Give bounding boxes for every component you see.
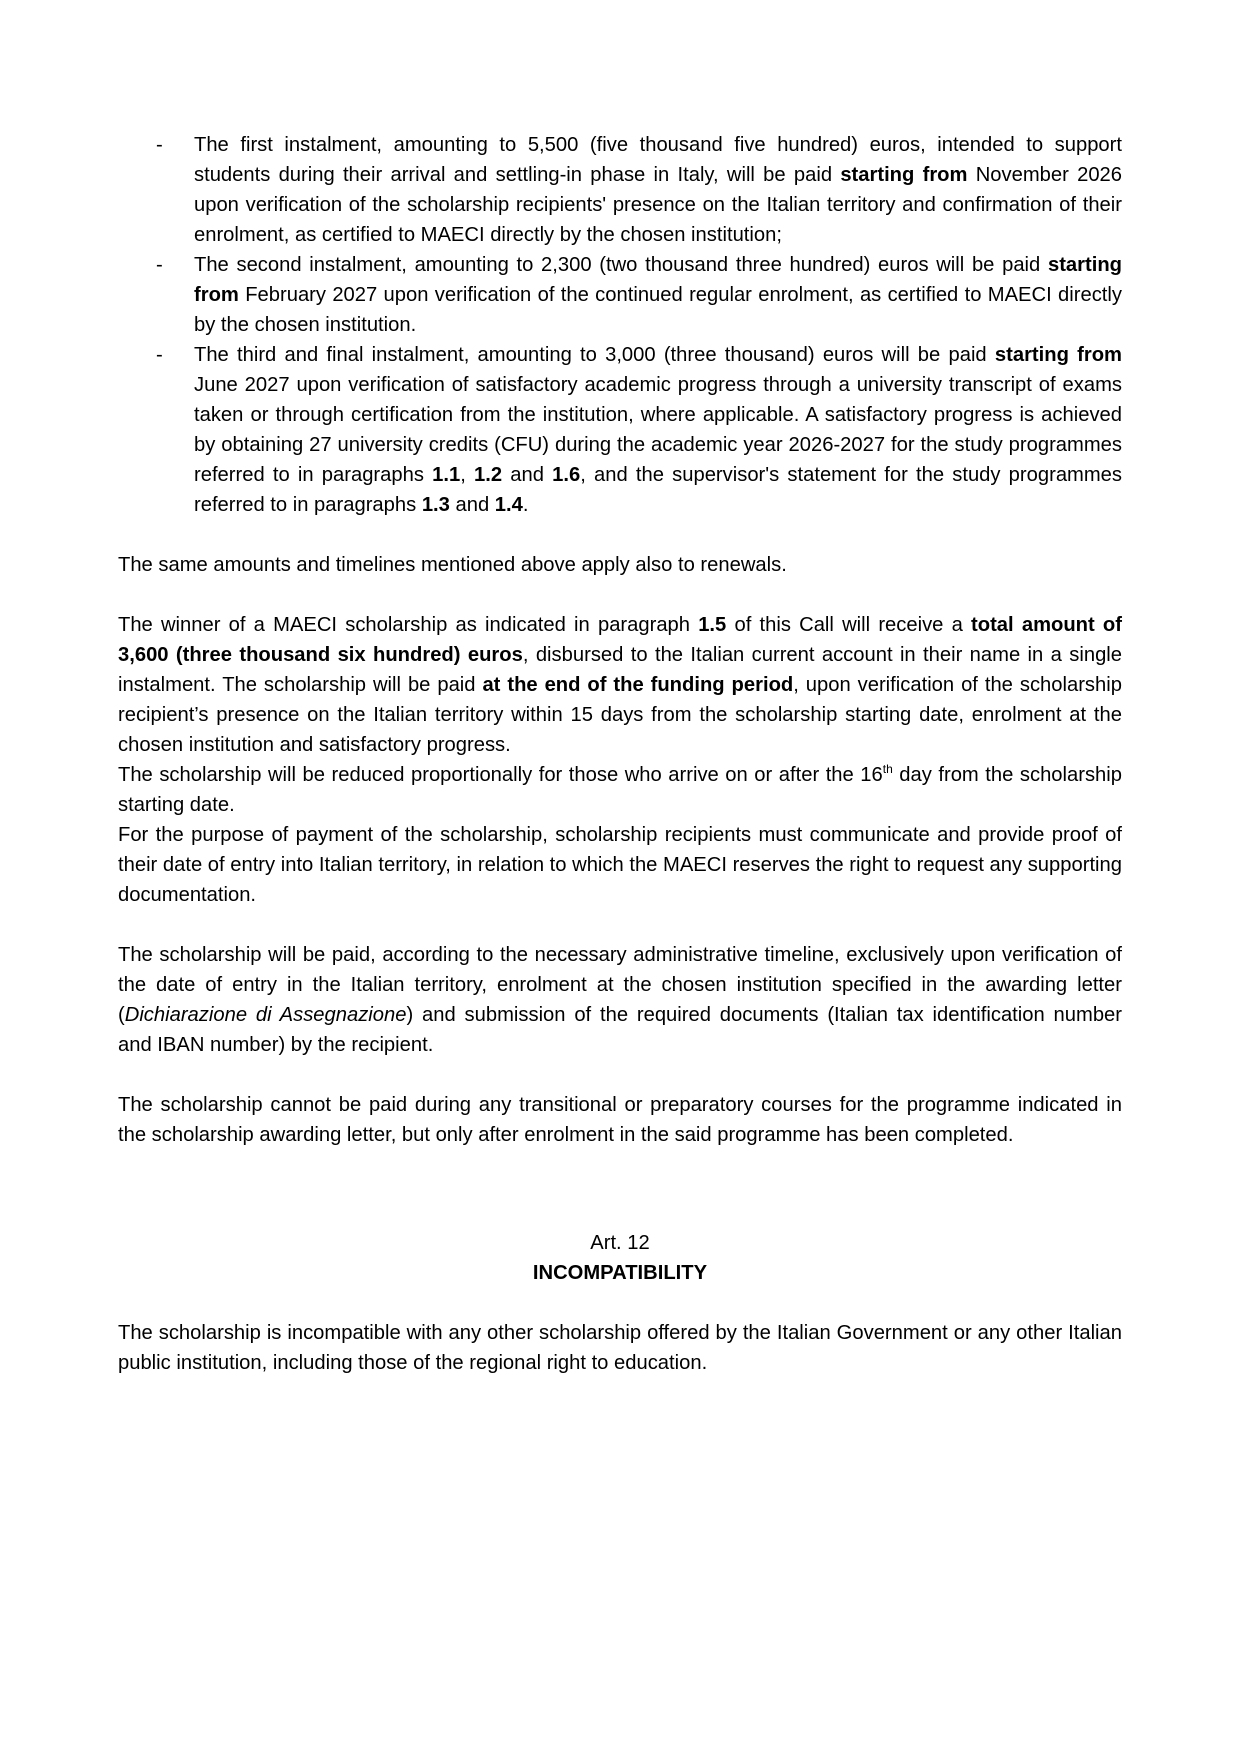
bullet-dash: - (156, 344, 163, 366)
renewals-paragraph: The same amounts and timelines mentioned above apply also to renewals. (118, 554, 787, 576)
article-number: Art. 12 (590, 1232, 650, 1254)
instalment-list (118, 130, 1122, 520)
payment-conditions-paragraph: The scholarship will be paid, according to the necessary administrative timeline, exclusively upon verification of the date of entry in the Italian territory, enrolment at the chosen institution specified in the awarding letter (Dichiarazione di Assegnazione) and submission of the required documents (Italian tax identification number and IBAN number) by the recipient. (118, 944, 1122, 1056)
incompatibility-paragraph: The scholarship is incompatible with any other scholarship offered by the Italian Government or any other Italian public institution, including those of the regional right to education. (118, 1322, 1122, 1374)
instalment-item-1: - The first instalment, amounting to 5,500 (five thousand five hundred) euros, intended to support students during their arrival and settling-in phase in Italy, will be paid starting from November 2026 upon verification of the scholarship recipients' presence on the Italian territory and confirmation of their enrolment, as certified to MAECI directly by the chosen institution; (118, 130, 1122, 250)
bullet-dash: - (156, 254, 163, 276)
article-title: INCOMPATIBILITY (532, 1262, 708, 1284)
instalment-item-3: - The third and final instalment, amounting to 3,000 (three thousand) euros will be paid starting from June 2027 upon verification of satisfactory academic progress through a university transcript of exams taken or through certification from the institution, where applicable. A satisfactory progress is achieved by obtaining 27 university credits (CFU) during the academic year 2026-2027 for the study programmes referred to in paragraphs 1.1, 1.2 and 1.6, and the supervisor's statement for the study programmes referred to in paragraphs 1.3 and 1.4. (118, 340, 1122, 520)
document-page (118, 130, 1122, 1378)
bullet-dash: - (156, 134, 163, 156)
winner-paragraph: The winner of a MAECI scholarship as indicated in paragraph 1.5 of this Call will receive a total amount of 3,600 (three thousand six hundred) euros, disbursed to the Italian current account in their name in a single instalment. The scholarship will be paid at the end of the funding period, upon verification of the scholarship recipient’s presence on the Italian territory within 15 days from the scholarship starting date, enrolment at the chosen institution and satisfactory progress. (118, 614, 1123, 756)
purpose-paragraph: For the purpose of payment of the scholarship, scholarship recipients must communicate and provide proof of their date of entry into Italian territory, in relation to which the MAECI reserves the right to request any supporting documentation. (118, 824, 1122, 906)
instalment-item-2: - The second instalment, amounting to 2,300 (two thousand three hundred) euros will be paid starting from February 2027 upon verification of the continued regular enrolment, as certified to MAECI directly by the chosen institution. (118, 250, 1122, 340)
reduction-paragraph: The scholarship will be reduced proportionally for those who arrive on or after the 16th day from the scholarship starting date. (118, 762, 1122, 816)
transitional-courses-paragraph: The scholarship cannot be paid during any transitional or preparatory courses for the programme indicated in the scholarship awarding letter, but only after enrolment in the said programme has been completed. (118, 1094, 1122, 1146)
